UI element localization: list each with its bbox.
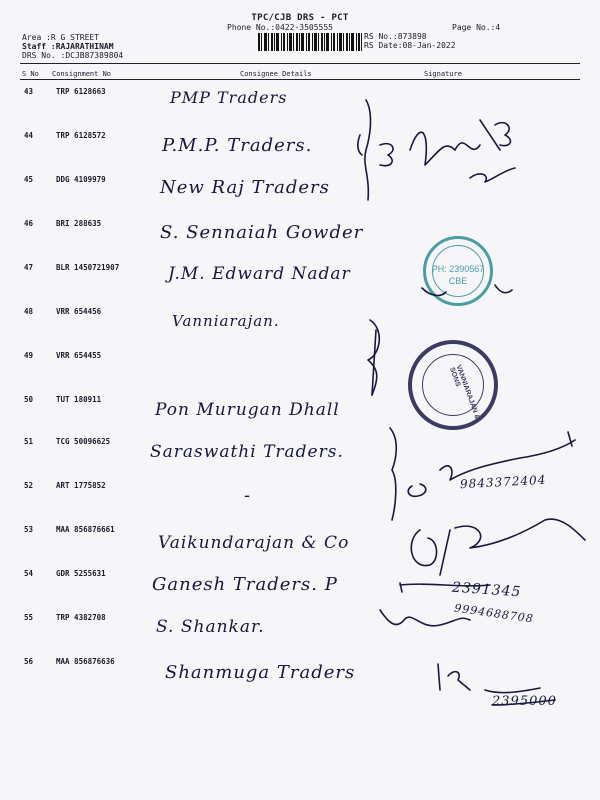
rs-date: RS Date:08-Jan-2022 bbox=[364, 41, 456, 50]
area-label: Area :R G STREET bbox=[22, 33, 100, 42]
signature-stroke bbox=[470, 168, 515, 182]
header-rule-top bbox=[20, 63, 580, 64]
row-consignee: Shanmuga Traders bbox=[165, 662, 356, 683]
row-consignee: Ganesh Traders. P bbox=[152, 574, 338, 595]
row-sno: 55 bbox=[24, 613, 34, 622]
bracket-stroke bbox=[358, 135, 362, 155]
bracket-stroke bbox=[372, 330, 376, 395]
row-sno: 48 bbox=[24, 307, 34, 316]
row-sno: 52 bbox=[24, 481, 34, 490]
row-sno: 47 bbox=[24, 263, 34, 272]
row-sno: 51 bbox=[24, 437, 34, 446]
row-consignee: S. Sennaiah Gowder bbox=[160, 222, 364, 243]
rs-number: RS No.:873898 bbox=[364, 32, 427, 41]
row-consignment: ART 1775852 bbox=[56, 481, 106, 490]
header-rule-bottom bbox=[20, 79, 580, 80]
signature-stroke bbox=[438, 664, 470, 690]
row-consignment: VRR 654456 bbox=[56, 307, 102, 316]
document-title: TPC/CJB DRS - PCT bbox=[251, 13, 349, 23]
row-consignee: PMP Traders bbox=[170, 88, 288, 107]
row-sno: 50 bbox=[24, 395, 34, 404]
bracket-stroke bbox=[368, 320, 379, 395]
bracket-stroke bbox=[365, 100, 371, 200]
row-sno: 53 bbox=[24, 525, 34, 534]
stamp-phone: PH: 2390567 bbox=[431, 264, 485, 274]
bracket-stroke bbox=[390, 428, 396, 520]
signature-stroke bbox=[410, 132, 480, 165]
bracket-stroke bbox=[380, 144, 393, 166]
row-sno: 45 bbox=[24, 175, 34, 184]
handwritten-number: 2395000 bbox=[492, 694, 557, 709]
row-consignee: Vanniarajan. bbox=[172, 312, 280, 330]
row-consignment: MAA 856876636 bbox=[56, 657, 115, 666]
row-consignee: Vaikundarajan & Co bbox=[158, 533, 350, 553]
row-consignment: VRR 654455 bbox=[56, 351, 102, 360]
signature-stroke bbox=[408, 484, 426, 496]
stamp-city: CBE bbox=[448, 276, 468, 286]
signature-stroke bbox=[480, 120, 510, 150]
row-consignee: Pon Murugan Dhall bbox=[155, 400, 340, 420]
page-number: Page No.:4 bbox=[452, 23, 501, 32]
row-consignee: S. Shankar. bbox=[156, 617, 265, 637]
drs-number: DRS No. :DCJB87389804 bbox=[22, 51, 124, 60]
row-consignment: BRI 288635 bbox=[56, 219, 102, 228]
row-consignee: Saraswathi Traders. bbox=[150, 442, 344, 462]
col-header-consignee: Consignee Details bbox=[240, 70, 312, 78]
signature-stroke bbox=[411, 519, 585, 575]
row-consignee: - bbox=[244, 485, 252, 506]
handwritten-number: 2391345 bbox=[451, 579, 522, 601]
row-consignment: BLR 1450721907 bbox=[56, 263, 120, 272]
row-sno: 49 bbox=[24, 351, 34, 360]
signature-stroke bbox=[440, 432, 575, 480]
staff-label: Staff :RAJARATHINAM bbox=[22, 42, 114, 51]
row-consignment: TCG 50096625 bbox=[56, 437, 111, 446]
row-consignment: TRP 6128663 bbox=[56, 87, 106, 96]
stamp-text: VANNIARAJAN & SONS bbox=[447, 364, 481, 421]
handwritten-number: 9843372404 bbox=[459, 472, 547, 492]
company-stamp-cbe bbox=[423, 236, 493, 306]
phone-number: Phone No.:0422-3505555 bbox=[227, 23, 333, 32]
company-stamp-vanniarajan bbox=[408, 340, 498, 430]
row-sno: 46 bbox=[24, 219, 34, 228]
row-sno: 44 bbox=[24, 131, 34, 140]
row-consignment: TUT 180911 bbox=[56, 395, 102, 404]
row-consignment: GDR 5255631 bbox=[56, 569, 106, 578]
col-header-consignment: Consignment No bbox=[52, 70, 112, 78]
col-header-sno: S No bbox=[22, 70, 39, 78]
row-consignee: J.M. Edward Nadar bbox=[168, 264, 351, 284]
row-consignment: MAA 856876661 bbox=[56, 525, 115, 534]
barcode bbox=[258, 33, 362, 51]
row-sno: 54 bbox=[24, 569, 34, 578]
row-consignee: P.M.P. Traders. bbox=[162, 135, 313, 156]
row-consignee: New Raj Traders bbox=[160, 177, 330, 198]
row-sno: 56 bbox=[24, 657, 34, 666]
row-consignment: DDG 4109979 bbox=[56, 175, 106, 184]
row-consignment: TRP 4382708 bbox=[56, 613, 106, 622]
row-sno: 43 bbox=[24, 87, 34, 96]
row-consignment: TRP 6128572 bbox=[56, 131, 106, 140]
col-header-signature: Signature bbox=[424, 70, 462, 78]
handwritten-number: 9994688708 bbox=[453, 601, 535, 626]
